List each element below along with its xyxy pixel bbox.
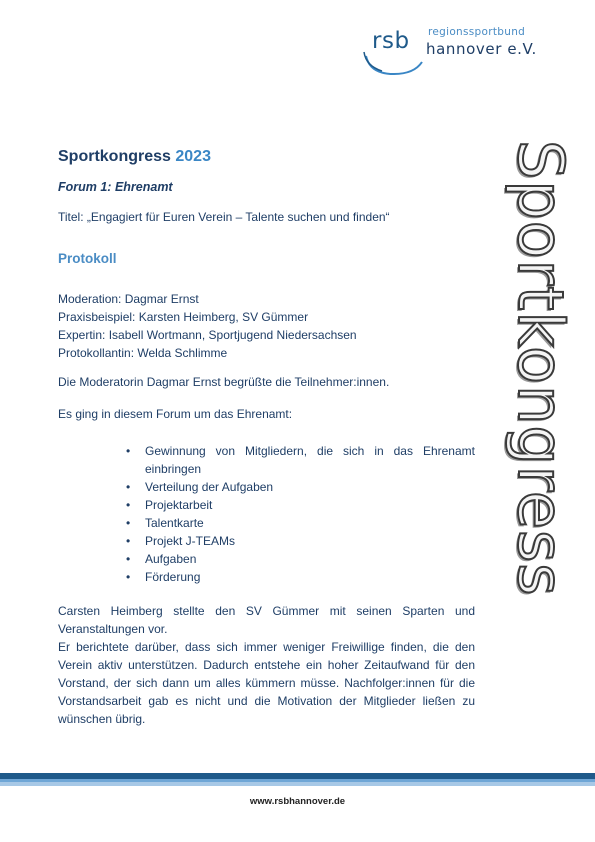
footer-band-light bbox=[0, 782, 595, 786]
session-title: Titel: „Engagiert für Euren Verein – Talente suchen und finden“ bbox=[58, 210, 390, 224]
list-item: • Talentkarte bbox=[126, 514, 475, 532]
forum-heading: Forum 1: Ehrenamt bbox=[58, 180, 173, 194]
body-paragraph-1: Carsten Heimberg stellte den SV Gümmer mit seinen Sparten und Veranstaltungen vor. bbox=[58, 604, 475, 636]
vertical-wordmark bbox=[504, 140, 577, 750]
protokollantin-line: Protokollantin: Welda Schlimme bbox=[58, 346, 228, 360]
moderation-line: Moderation: Dagmar Ernst bbox=[58, 292, 199, 306]
greeting-paragraph: Die Moderatorin Dagmar Ernst begrüßte die Teilnehmer:innen. bbox=[58, 375, 390, 389]
topic-list bbox=[126, 442, 475, 586]
title-year: 2023 bbox=[175, 148, 211, 165]
list-item: • Gewinnung von Mitgliedern, die sich in das Ehrenamt einbringen bbox=[126, 442, 475, 478]
section-heading: Protokoll bbox=[58, 251, 117, 266]
participants-block bbox=[58, 290, 357, 362]
logo-line2: hannover e.V. bbox=[426, 40, 537, 58]
list-item: • Projekt J-TEAMs bbox=[126, 532, 475, 550]
list-item: • Aufgaben bbox=[126, 550, 475, 568]
logo-abbr: rsb bbox=[372, 28, 410, 54]
title-text: Sportkongress bbox=[58, 148, 171, 165]
page-title bbox=[58, 148, 211, 166]
praxisbeispiel-line: Praxisbeispiel: Karsten Heimberg, SV Gümmer bbox=[58, 310, 309, 324]
footer-url[interactable]: www.rsbhannover.de bbox=[249, 796, 346, 807]
expertin-line: Expertin: Isabell Wortmann, Sportjugend Niedersachsen bbox=[58, 328, 357, 342]
list-item: • Projektarbeit bbox=[126, 496, 475, 514]
intro-paragraph: Es ging in diesem Forum um das Ehrenamt: bbox=[58, 407, 293, 421]
body-paragraph-2: Er berichtete darüber, dass sich immer weniger Freiwillige finden, die den Verein aktiv unterstützen. Dadurch entstehe ein hoher Zeitaufwand für den Vorstand, der sich dann um alles kümmern müsse. Nachfolger:innen für die Vorstandsarbeit gab es nicht und die Motivation der Mitglieder ließen zu wünschen übrig. bbox=[58, 640, 475, 726]
vertical-wordmark-text: Sportkongress bbox=[504, 140, 577, 597]
logo-line1: regionssportbund bbox=[428, 26, 526, 38]
list-item: • Förderung bbox=[126, 568, 475, 586]
list-item: • Verteilung der Aufgaben bbox=[126, 478, 475, 496]
rsb-logo bbox=[360, 22, 540, 78]
body-text bbox=[58, 602, 475, 728]
